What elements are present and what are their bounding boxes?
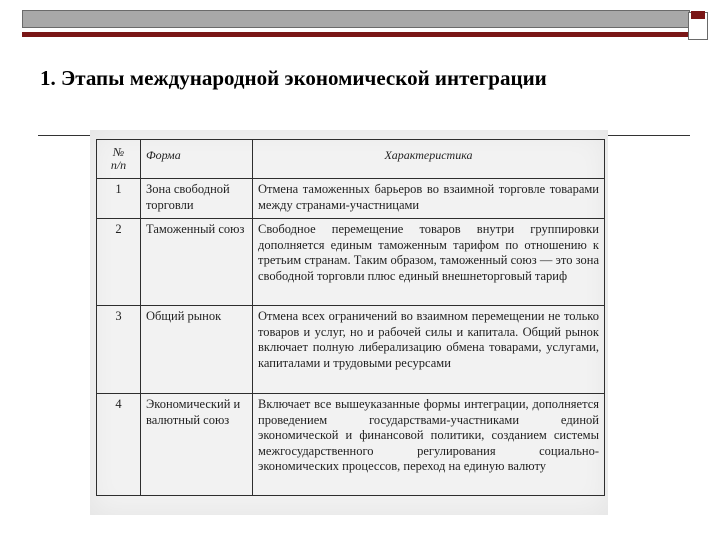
table-row xyxy=(97,179,605,219)
row-characteristic: Отмена всех ограничений во взаимном перемещении не только товаров и услуг, но и рабочей силы и капитала. Общий рынок включает полную либерализацию обмена товарами, услугами, капиталами и трудовыми ресурсами xyxy=(253,306,605,394)
header-number-symbol: № xyxy=(112,145,125,159)
row-number: 1 xyxy=(97,179,141,219)
row-number: 2 xyxy=(97,219,141,306)
header-decor-bar xyxy=(22,10,690,28)
row-characteristic: Отмена таможенных барьеров во взаимной торговле товарами между странами-участницами xyxy=(253,179,605,219)
integration-stages-table xyxy=(96,139,605,496)
corner-decor-square xyxy=(688,12,708,40)
table-row xyxy=(97,219,605,306)
rule-left xyxy=(38,135,90,136)
row-characteristic: Свободное перемещение товаров внутри группировки дополняется единым таможенным тарифом по отношению к третьим странам. Таким образом, таможенный союз — это зона свободной торговли плюс единый внешнеторговый тариф xyxy=(253,219,605,306)
row-number: 4 xyxy=(97,394,141,496)
row-form: Общий рынок xyxy=(141,306,253,394)
table-header-row xyxy=(97,140,605,179)
row-characteristic: Включает все вышеуказанные формы интеграции, дополняется проведением государствами-участниками единой экономической и финансовой политики, созданием системы межгосударственного регулирования социально-экономических процессов, переход на единую валюту xyxy=(253,394,605,496)
table-row xyxy=(97,306,605,394)
row-number: 3 xyxy=(97,306,141,394)
header-number xyxy=(97,140,141,179)
header-characteristic: Характеристика xyxy=(253,140,605,179)
row-form: Зона свободной торговли xyxy=(141,179,253,219)
row-form: Таможенный союз xyxy=(141,219,253,306)
slide-title: 1. Этапы международной экономической интеграции xyxy=(40,66,547,90)
row-form: Экономический и валютный союз xyxy=(141,394,253,496)
header-form: Форма xyxy=(141,140,253,179)
header-number-abbr: п/п xyxy=(110,158,127,172)
rule-right xyxy=(608,135,690,136)
header-accent-line xyxy=(22,32,690,37)
table-row xyxy=(97,394,605,496)
